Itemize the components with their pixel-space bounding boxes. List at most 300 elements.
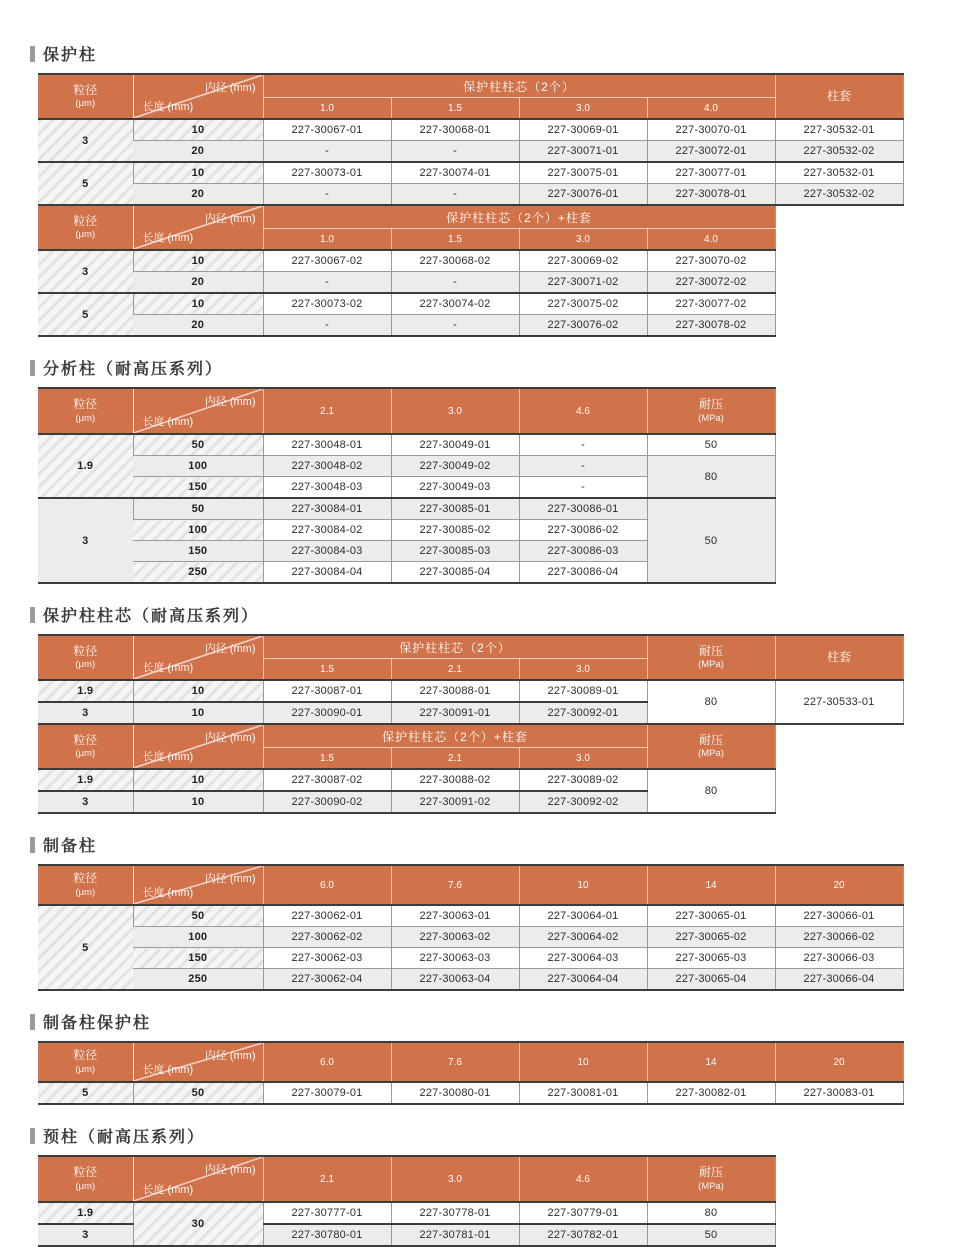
- pressure-header-cell: [647, 1156, 775, 1202]
- table-header: [38, 1156, 775, 1202]
- section-marker-icon: [30, 46, 35, 62]
- table-body: [38, 434, 775, 583]
- section-title: 保护柱: [43, 47, 98, 64]
- spec-value-cell: 20: [133, 141, 263, 163]
- empty-cell: -: [519, 456, 647, 477]
- particle-size-unit: (μm): [75, 98, 96, 110]
- table-row: [38, 905, 903, 927]
- part-number-cell: 227-30781-01: [391, 1224, 519, 1246]
- section-title-row: [30, 1124, 960, 1147]
- part-number-cell: 227-30067-01: [263, 119, 391, 141]
- part-number-cell: 227-30078-01: [647, 184, 775, 206]
- part-number-cell: 227-30066-01: [775, 905, 903, 927]
- part-number-cell: 227-30049-02: [391, 456, 519, 477]
- group-header-cell: 保护柱柱芯（2个）+柱套: [263, 725, 647, 748]
- part-number-cell: 227-30068-02: [391, 250, 519, 272]
- pressure-value-cell: 50: [647, 434, 775, 456]
- part-number-cell: 227-30087-01: [263, 680, 391, 702]
- tail-unit: (MPa): [698, 659, 724, 671]
- table-header: [38, 865, 903, 905]
- particle-size-header-cell: [38, 206, 133, 250]
- inner-diameter-label: 内径 (mm): [204, 213, 256, 225]
- table-row: [38, 272, 775, 294]
- part-number-cell: 227-30092-02: [519, 791, 647, 813]
- length-label: 长度 (mm): [142, 232, 194, 244]
- part-number-cell: 227-30782-01: [519, 1224, 647, 1246]
- part-number-cell: 227-30532-01: [775, 119, 903, 141]
- spec-value-cell: 1.9: [38, 769, 133, 791]
- pressure-value-cell: 80: [647, 680, 775, 724]
- part-number-cell: 227-30048-03: [263, 477, 391, 499]
- spec-value-cell: 10: [133, 293, 263, 315]
- product-table: [38, 73, 904, 206]
- particle-size-label: 粒径: [73, 1048, 98, 1063]
- table-row: [38, 969, 903, 991]
- empty-cell: -: [263, 315, 391, 337]
- column-header-cell: 4.6: [519, 1156, 647, 1202]
- diagonal-header-cell: [133, 1156, 263, 1202]
- column-header-cell: 20: [775, 865, 903, 905]
- header-row: [38, 865, 903, 905]
- tail-label: 耐压: [698, 643, 723, 658]
- section-marker-icon: [30, 607, 35, 623]
- section-title-row: [30, 603, 960, 626]
- inner-diameter-label: 内径 (mm): [204, 643, 256, 655]
- diagonal-header-cell: [133, 388, 263, 434]
- spec-value-cell: 5: [38, 293, 133, 336]
- part-number-cell: 227-30070-02: [647, 250, 775, 272]
- part-number-cell: 227-30080-01: [391, 1082, 519, 1104]
- length-label: 长度 (mm): [142, 1064, 194, 1076]
- table-body: [38, 680, 903, 724]
- column-header-cell: 3.0: [391, 1156, 519, 1202]
- part-number-cell: 227-30780-01: [263, 1224, 391, 1246]
- part-number-cell: 227-30090-02: [263, 791, 391, 813]
- particle-size-label: 粒径: [73, 82, 98, 97]
- table-header: [38, 388, 775, 434]
- spec-value-cell: 20: [133, 315, 263, 337]
- diagonal-header-cell: [133, 206, 263, 250]
- section-marker-icon: [30, 360, 35, 376]
- inner-diameter-label: 内径 (mm): [204, 1050, 256, 1062]
- length-label: 长度 (mm): [142, 662, 194, 674]
- section-title: 保护柱柱芯（耐高压系列）: [43, 608, 260, 625]
- header-row: [38, 1156, 775, 1202]
- part-number-cell: 227-30064-02: [519, 927, 647, 948]
- length-label: 长度 (mm): [142, 887, 194, 899]
- part-number-cell: 227-30048-02: [263, 456, 391, 477]
- part-number-cell: 227-30075-01: [519, 162, 647, 184]
- particle-size-header-cell: [38, 74, 133, 119]
- table-row: [38, 434, 775, 456]
- table-row: [38, 680, 903, 702]
- spec-value-cell: 250: [133, 562, 263, 584]
- table-body: [38, 1082, 903, 1104]
- inner-diameter-label: 内径 (mm): [204, 1164, 256, 1176]
- spec-value-cell: 20: [133, 272, 263, 294]
- inner-diameter-label: 内径 (mm): [204, 396, 256, 408]
- section: [30, 1010, 960, 1105]
- column-header-cell: 2.1: [391, 659, 519, 681]
- spec-value-cell: 5: [38, 905, 133, 990]
- section-title: 制备柱: [43, 838, 98, 855]
- length-label: 长度 (mm): [142, 1184, 194, 1196]
- spec-value-cell: 10: [133, 702, 263, 724]
- part-number-cell: 227-30063-01: [391, 905, 519, 927]
- empty-cell: -: [263, 272, 391, 294]
- table-row: [38, 250, 775, 272]
- table-row: [38, 948, 903, 969]
- particle-size-unit: (μm): [75, 1180, 96, 1192]
- product-table: [38, 1041, 904, 1105]
- column-header-cell: 3.0: [519, 98, 647, 120]
- header-row: [38, 388, 775, 434]
- part-number-cell: 227-30077-01: [647, 162, 775, 184]
- part-number-cell: 227-30078-02: [647, 315, 775, 337]
- section: [30, 42, 960, 337]
- spec-value-cell: 3: [38, 498, 133, 583]
- column-header-cell: 2.1: [263, 388, 391, 434]
- empty-cell: -: [263, 141, 391, 163]
- section-tables: [38, 634, 960, 814]
- spec-value-cell: 1.9: [38, 434, 133, 498]
- particle-size-unit: (μm): [75, 1063, 96, 1075]
- column-header-cell: 3.0: [519, 659, 647, 681]
- group-header-cell: 保护柱柱芯（2个）: [263, 635, 647, 659]
- part-number-cell: 227-30065-02: [647, 927, 775, 948]
- part-number-cell: 227-30049-03: [391, 477, 519, 499]
- part-number-cell: 227-30065-01: [647, 905, 775, 927]
- section-title-row: [30, 42, 960, 65]
- spec-value-cell: 50: [133, 498, 263, 520]
- tail-label: 耐压: [699, 732, 724, 747]
- inner-diameter-label: 内径 (mm): [204, 82, 256, 94]
- empty-cell: -: [391, 184, 519, 206]
- pressure-value-cell: 50: [647, 1224, 775, 1246]
- part-number-cell: 227-30066-04: [775, 969, 903, 991]
- part-number-cell: 227-30778-01: [391, 1202, 519, 1224]
- section-title: 制备柱保护柱: [43, 1015, 152, 1032]
- part-number-cell: 227-30777-01: [263, 1202, 391, 1224]
- spec-value-cell: 50: [133, 434, 263, 456]
- spec-value-cell: 150: [133, 541, 263, 562]
- product-table: [38, 864, 904, 991]
- product-table: [38, 634, 904, 725]
- table-header: [38, 725, 775, 769]
- spec-value-cell: 100: [133, 520, 263, 541]
- part-number-cell: 227-30085-02: [391, 520, 519, 541]
- diagonal-header-cell: [133, 635, 263, 680]
- table-body: [38, 769, 775, 813]
- spec-value-cell: 3: [38, 1224, 133, 1246]
- column-header-cell: 6.0: [263, 1042, 391, 1082]
- part-number-cell: 227-30091-02: [391, 791, 519, 813]
- part-number-cell: 227-30092-01: [519, 702, 647, 724]
- part-number-cell: 227-30082-01: [647, 1082, 775, 1104]
- particle-size-label: 粒径: [73, 732, 98, 747]
- table-header: [38, 206, 775, 250]
- column-header-cell: 20: [775, 1042, 903, 1082]
- product-table: [38, 725, 776, 814]
- empty-cell: -: [263, 184, 391, 206]
- part-number-cell: 227-30089-02: [519, 769, 647, 791]
- product-table: [38, 206, 776, 337]
- column-header-cell: 7.6: [391, 865, 519, 905]
- column-header-cell: 14: [647, 1042, 775, 1082]
- column-header-cell: 2.1: [391, 748, 519, 770]
- particle-size-label: 粒径: [73, 871, 98, 886]
- part-number-cell: 227-30066-02: [775, 927, 903, 948]
- particle-size-unit: (μm): [75, 659, 96, 671]
- column-header-cell: 4.6: [519, 388, 647, 434]
- diagonal-header-cell: [133, 74, 263, 119]
- column-header-cell: 10: [519, 865, 647, 905]
- column-header-cell: 3.0: [519, 748, 647, 770]
- spec-value-cell: 10: [133, 162, 263, 184]
- table-body: [38, 119, 903, 205]
- table-body: [38, 250, 775, 336]
- header-row: [38, 206, 775, 229]
- table-row: [38, 293, 775, 315]
- particle-size-header-cell: [38, 388, 133, 434]
- pressure-value-cell: 50: [647, 498, 775, 583]
- tail-label: 耐压: [698, 1165, 723, 1180]
- spec-value-cell: 5: [38, 162, 133, 205]
- empty-cell: -: [519, 477, 647, 499]
- particle-size-unit: (μm): [75, 229, 96, 241]
- part-number-cell: 227-30532-02: [775, 184, 903, 206]
- spec-value-cell: 150: [133, 477, 263, 499]
- part-number-cell: 227-30084-02: [263, 520, 391, 541]
- group-header-cell: 保护柱柱芯（2个）+柱套: [263, 206, 775, 229]
- empty-cell: -: [519, 434, 647, 456]
- pressure-value-cell: 80: [647, 1202, 775, 1224]
- table-row: [38, 119, 903, 141]
- part-number-cell: 227-30070-01: [647, 119, 775, 141]
- part-number-cell: 227-30086-03: [519, 541, 647, 562]
- table-row: [38, 184, 903, 206]
- particle-size-header-cell: [38, 725, 133, 769]
- section-title: 预柱（耐高压系列）: [43, 1129, 206, 1146]
- pressure-header-cell: [647, 725, 775, 769]
- particle-size-unit: (μm): [75, 886, 96, 898]
- part-number-cell: 227-30068-01: [391, 119, 519, 141]
- section-tables: [38, 864, 960, 991]
- spec-value-cell: 150: [133, 948, 263, 969]
- table-row: [38, 1082, 903, 1104]
- particle-size-unit: (μm): [75, 412, 96, 424]
- part-number-cell: 227-30069-02: [519, 250, 647, 272]
- part-number-cell: 227-30076-02: [519, 315, 647, 337]
- tail-label: 耐压: [698, 397, 723, 412]
- part-number-cell: 227-30075-02: [519, 293, 647, 315]
- part-number-cell: 227-30083-01: [775, 1082, 903, 1104]
- part-number-cell: 227-30062-01: [263, 905, 391, 927]
- part-number-cell: 227-30076-01: [519, 184, 647, 206]
- column-header-cell: 2.1: [263, 1156, 391, 1202]
- part-number-cell: 227-30091-01: [391, 702, 519, 724]
- table-body: [38, 1202, 775, 1246]
- length-label: 长度 (mm): [142, 101, 194, 113]
- empty-cell: -: [391, 272, 519, 294]
- part-number-cell: 227-30074-02: [391, 293, 519, 315]
- column-header-cell: 4.0: [647, 98, 775, 120]
- column-header-cell: 6.0: [263, 865, 391, 905]
- spec-value-cell: 1.9: [38, 680, 133, 702]
- spec-value-cell: 5: [38, 1082, 133, 1104]
- column-header-cell: 1.5: [391, 229, 519, 251]
- table-header: [38, 74, 903, 119]
- particle-size-header-cell: [38, 1042, 133, 1082]
- pressure-value-cell: 80: [647, 769, 775, 813]
- tail-label: 柱套: [826, 88, 851, 103]
- part-number-cell: 227-30064-04: [519, 969, 647, 991]
- part-number-cell: 227-30087-02: [263, 769, 391, 791]
- spec-value-cell: 10: [133, 791, 263, 813]
- length-label: 长度 (mm): [142, 416, 194, 428]
- particle-size-label: 粒径: [73, 643, 98, 658]
- part-number-cell: 227-30063-03: [391, 948, 519, 969]
- particle-size-header-cell: [38, 865, 133, 905]
- part-number-cell: 227-30073-01: [263, 162, 391, 184]
- inner-diameter-label: 内径 (mm): [204, 873, 256, 885]
- tail-unit: (MPa): [698, 412, 724, 424]
- sleeve-header-cell: [775, 635, 903, 680]
- part-number-cell: 227-30072-01: [647, 141, 775, 163]
- header-row: [38, 1042, 903, 1082]
- part-number-cell: 227-30072-02: [647, 272, 775, 294]
- part-number-cell: 227-30085-04: [391, 562, 519, 584]
- section-title-row: [30, 1010, 960, 1033]
- part-number-cell: 227-30085-01: [391, 498, 519, 520]
- part-number-cell: 227-30065-03: [647, 948, 775, 969]
- column-header-cell: 1.5: [391, 98, 519, 120]
- part-number-cell: 227-30532-02: [775, 141, 903, 163]
- spec-value-cell: 10: [133, 769, 263, 791]
- table-row: [38, 456, 775, 477]
- part-number-cell: 227-30066-03: [775, 948, 903, 969]
- sleeve-header-cell: [775, 74, 903, 119]
- part-number-cell: 227-30073-02: [263, 293, 391, 315]
- particle-size-label: 粒径: [73, 213, 98, 228]
- spec-value-cell: 250: [133, 969, 263, 991]
- part-number-cell: 227-30049-01: [391, 434, 519, 456]
- section-marker-icon: [30, 1014, 35, 1030]
- spec-value-cell: 10: [133, 680, 263, 702]
- part-number-cell: 227-30532-01: [775, 162, 903, 184]
- header-row: [38, 725, 775, 748]
- column-header-cell: 3.0: [391, 388, 519, 434]
- part-number-cell: 227-30086-01: [519, 498, 647, 520]
- tail-unit: (MPa): [698, 748, 724, 760]
- inner-diameter-label: 内径 (mm): [204, 732, 256, 744]
- spec-value-cell: 10: [133, 250, 263, 272]
- table-row: [38, 1202, 775, 1224]
- column-header-cell: 7.6: [391, 1042, 519, 1082]
- section-title: 分析柱（耐高压系列）: [43, 361, 224, 378]
- column-header-cell: 1.5: [263, 659, 391, 681]
- section: [30, 603, 960, 814]
- group-header-cell: 保护柱柱芯（2个）: [263, 74, 775, 98]
- table-row: [38, 498, 775, 520]
- table-body: [38, 905, 903, 990]
- spec-value-cell: 100: [133, 927, 263, 948]
- part-number-cell: 227-30081-01: [519, 1082, 647, 1104]
- part-number-cell: 227-30779-01: [519, 1202, 647, 1224]
- part-number-cell: 227-30077-02: [647, 293, 775, 315]
- spec-value-cell: 30: [133, 1202, 263, 1246]
- part-number-cell: 227-30067-02: [263, 250, 391, 272]
- header-row: [38, 635, 903, 659]
- spec-value-cell: 10: [133, 119, 263, 141]
- part-number-cell: 227-30089-01: [519, 680, 647, 702]
- diagonal-header-cell: [133, 1042, 263, 1082]
- part-number-cell: 227-30090-01: [263, 702, 391, 724]
- section-tables: [38, 73, 960, 337]
- part-number-cell: 227-30084-04: [263, 562, 391, 584]
- spec-value-cell: 3: [38, 791, 133, 813]
- pressure-header-cell: [647, 635, 775, 680]
- column-header-cell: 1.0: [263, 229, 391, 251]
- section: [30, 1124, 960, 1247]
- part-number-cell: 227-30088-02: [391, 769, 519, 791]
- column-header-cell: 4.0: [647, 229, 775, 251]
- part-number-cell: 227-30064-03: [519, 948, 647, 969]
- particle-size-unit: (μm): [75, 748, 96, 760]
- section: [30, 833, 960, 991]
- product-table: [38, 1155, 776, 1247]
- spec-value-cell: 100: [133, 456, 263, 477]
- column-header-cell: 3.0: [519, 229, 647, 251]
- part-number-cell: 227-30062-02: [263, 927, 391, 948]
- part-number-cell: 227-30085-03: [391, 541, 519, 562]
- part-number-cell: 227-30069-01: [519, 119, 647, 141]
- empty-cell: -: [391, 141, 519, 163]
- length-label: 长度 (mm): [142, 751, 194, 763]
- column-header-cell: 1.0: [263, 98, 391, 120]
- part-number-cell: 227-30063-04: [391, 969, 519, 991]
- product-table: [38, 387, 776, 584]
- header-row: [38, 74, 903, 98]
- table-row: [38, 162, 903, 184]
- table-row: [38, 769, 775, 791]
- part-number-cell: 227-30086-02: [519, 520, 647, 541]
- particle-size-header-cell: [38, 635, 133, 680]
- part-number-cell: 227-30062-04: [263, 969, 391, 991]
- part-number-cell: 227-30048-01: [263, 434, 391, 456]
- table-row: [38, 141, 903, 163]
- part-number-cell: 227-30084-01: [263, 498, 391, 520]
- table-header: [38, 1042, 903, 1082]
- part-number-cell: 227-30064-01: [519, 905, 647, 927]
- empty-cell: -: [391, 315, 519, 337]
- particle-size-label: 粒径: [73, 1165, 98, 1180]
- table-header: [38, 635, 903, 680]
- table-row: [38, 927, 903, 948]
- pressure-value-cell: 80: [647, 456, 775, 499]
- tail-label: 柱套: [826, 649, 851, 664]
- part-number-cell: 227-30063-02: [391, 927, 519, 948]
- part-number-cell: 227-30088-01: [391, 680, 519, 702]
- column-header-cell: 1.5: [263, 748, 391, 770]
- section-tables: [38, 387, 960, 584]
- spec-value-cell: 50: [133, 905, 263, 927]
- section-title-row: [30, 356, 960, 379]
- spec-value-cell: 3: [38, 702, 133, 724]
- section-tables: [38, 1041, 960, 1105]
- part-number-cell: 227-30071-01: [519, 141, 647, 163]
- section-title-row: [30, 833, 960, 856]
